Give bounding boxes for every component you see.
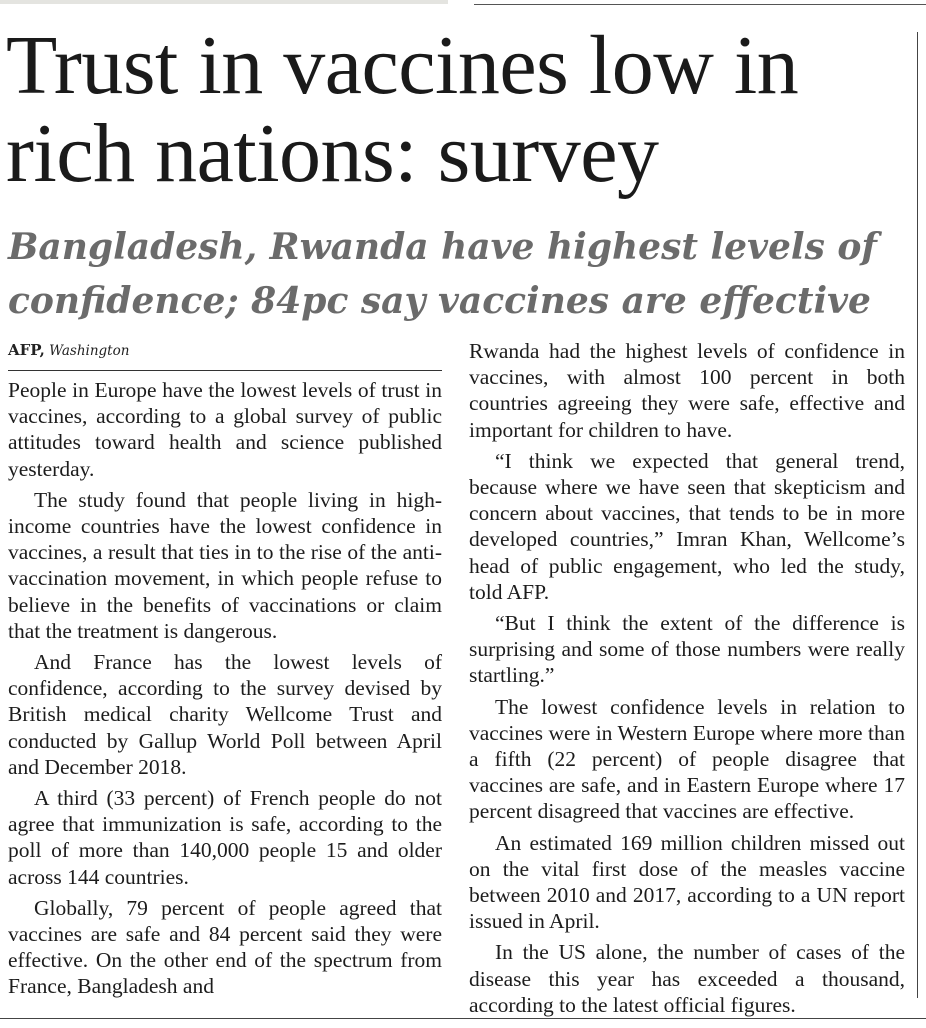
column-rule-right xyxy=(917,32,918,998)
paragraph: A third (33 percent) of French people do not agree that immunization is safe, according to the poll of more than 140,000 people 15 and older across 144 countries. xyxy=(8,786,442,889)
top-rule-left xyxy=(0,0,448,4)
paragraph: Rwanda had the highest levels of confidence in vaccines, with almost 100 percent in both countries agreeing they were safe, effective and important for children to have. xyxy=(469,339,905,442)
subheadline: Bangladesh, Rwanda have highest levels of confidence; 84pc say vaccines are effective xyxy=(8,226,877,322)
paragraph: In the US alone, the number of cases of the disease this year has exceeded a thousand, according to the latest official figures. xyxy=(469,940,905,1017)
byline-agency: AFP, xyxy=(8,341,45,359)
paragraph: “But I think the extent of the difference is surprising and some of those numbers were really startling.” xyxy=(469,611,905,688)
paragraph: People in Europe have the lowest levels of trust in vaccines, according to a global survey of public attitudes toward health and science published yesterday. xyxy=(8,378,442,481)
byline xyxy=(8,341,442,371)
paragraph: “I think we expected that general trend, because where we have seen that skepticism and concern about vaccines, that tends to be in more developed countries,” Imran Khan, Wellcome’s head of public engagement, who led the study, told AFP. xyxy=(469,448,905,604)
paragraph: And France has the lowest levels of confidence, according to the survey devised by British medical charity Wellcome Trust and conducted by Gallup World Poll between April and December 2018. xyxy=(8,650,442,779)
paragraph: An estimated 169 million children missed out on the vital first dose of the measles vaccine between 2010 and 2017, according to a UN report issued in April. xyxy=(469,830,905,934)
paragraph: The lowest confidence levels in relation to vaccines were in Western Europe where more than a fifth (22 percent) of people disagree that vaccines are safe, and in Eastern Europe where 17 percent disagreed that vaccines are effective. xyxy=(469,694,905,824)
paragraph: The study found that people living in high-income countries have the lowest confidence in vaccines, a result that ties in to the rise of the anti-vaccination movement, in which people refuse to believe in the benefits of vaccinations or claim that the treatment is dangerous. xyxy=(8,487,442,643)
byline-dateline: Washington xyxy=(49,343,130,359)
article-column-left xyxy=(8,377,442,1005)
article-column-right xyxy=(469,338,905,1023)
headline: Trust in vaccines low in rich nations: survey xyxy=(6,19,799,200)
paragraph: Globally, 79 percent of people agreed that vaccines are safe and 84 percent said they were effective. On the other end of the spectrum from France, Bangladesh and xyxy=(8,895,442,999)
top-rule-right xyxy=(474,4,926,5)
